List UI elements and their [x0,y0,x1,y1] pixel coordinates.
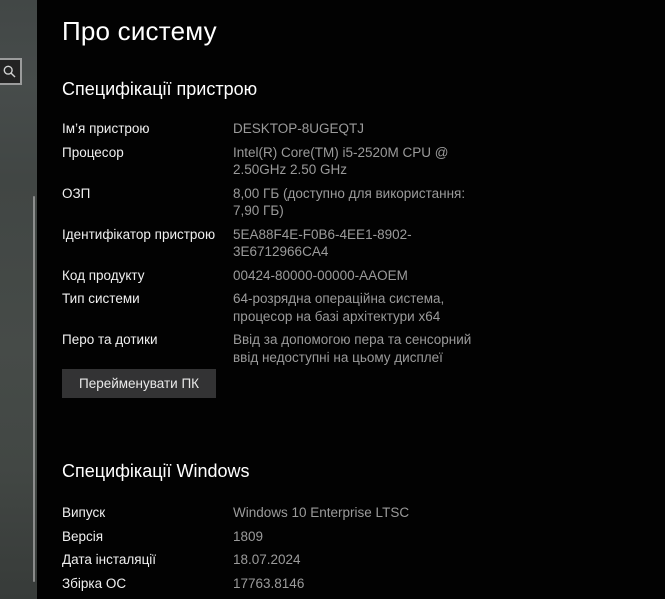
sidebar [0,0,37,599]
sidebar-scrollbar[interactable] [33,196,35,582]
spec-label: ОЗП [62,185,91,201]
spec-label: Процесор [62,144,124,160]
spec-row-device-id [62,226,502,261]
spec-label: Ідентифікатор пристрою [62,226,216,242]
spec-value: Intel(R) Core(TM) i5-2520M CPU @ 2.50GHz 2.50 GHz [233,144,449,177]
spec-row-install-date [62,551,502,569]
spec-row-device-name [62,120,502,138]
spec-label: Код продукту [62,267,145,283]
spec-value: 18.07.2024 [233,552,301,567]
spec-label: Дата інсталяції [62,552,157,567]
spec-value: 8,00 ГБ (доступно для використання: 7,90 ГБ) [233,185,466,218]
spec-value: Windows 10 Enterprise LTSC [233,505,410,520]
spec-row-version [62,528,502,546]
search-input[interactable] [0,58,22,85]
windows-specs-list [62,504,502,598]
spec-label: Версія [62,528,104,544]
windows-specs-header: Специфікації Windows [62,461,250,481]
spec-label: Випуск [62,505,106,520]
spec-row-product-id [62,267,502,285]
spec-value: DESKTOP-8UGEQTJ [233,121,365,136]
spec-value: 17763.8146 [233,575,305,591]
spec-value: 1809 [233,528,264,544]
device-specs-list [62,120,502,372]
rename-pc-button[interactable]: Перейменувати ПК [62,369,216,398]
search-icon [3,65,16,78]
spec-row-edition [62,504,502,522]
spec-value: 64-розрядна операційна система, процесор на базі архітектури x64 [233,291,445,324]
device-specs-header: Специфікації пристрою [62,79,258,99]
spec-label: Перо та дотики [62,332,158,347]
spec-row-ram [62,185,502,220]
spec-value: Ввід за допомогою пера та сенсорний ввід недоступні на цьому дисплеї [233,332,472,365]
spec-label: Ім’я пристрою [62,121,150,136]
spec-label: Тип системи [62,291,140,306]
spec-label: Збірка ОС [62,575,127,591]
spec-row-os-build [62,575,502,593]
spec-row-pen-touch [62,331,502,366]
spec-row-system-type [62,290,502,325]
spec-value: 5EA88F4E-F0B6-4EE1-8902-3E6712966CA4 [233,226,412,259]
spec-row-processor [62,144,502,179]
spec-value: 00424-80000-00000-AAOEM [233,267,408,283]
page-title: Про систему [62,16,217,46]
